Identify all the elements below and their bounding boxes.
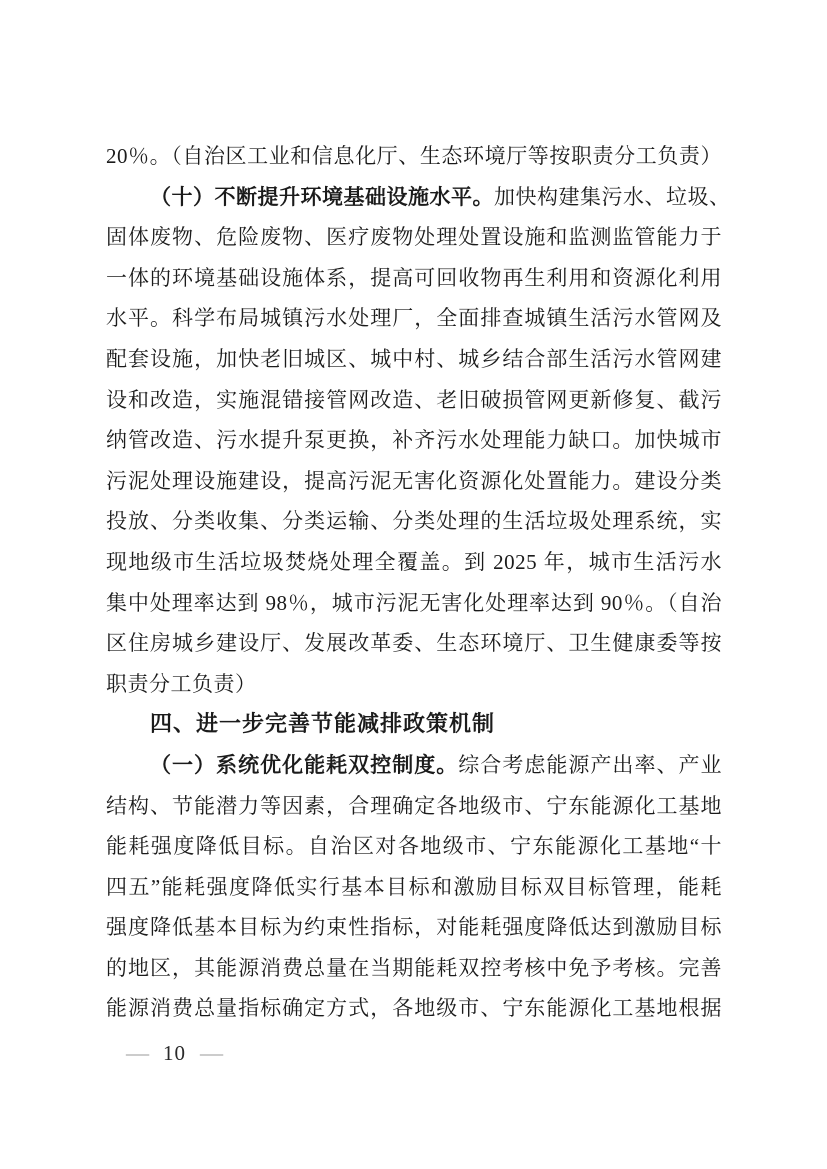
section-heading xyxy=(106,704,722,745)
document-text-block xyxy=(106,136,731,1029)
text-line xyxy=(106,136,722,177)
text-segment: 水平。科学布局城镇污水处理厂，全面排查城镇生活污水管网及 xyxy=(106,306,722,331)
text-line xyxy=(106,501,722,542)
text-line xyxy=(106,867,722,908)
text-segment: 能源消费总量指标确定方式，各地级市、宁东能源化工基地根据 xyxy=(106,996,722,1021)
text-segment: 纳管改造、污水提升泵更换，补齐污水处理能力缺口。加快城市 xyxy=(106,428,722,453)
text-segment: 现地级市生活垃圾焚烧处理全覆盖。到 2025 年，城市生活污水 xyxy=(106,549,722,574)
text-line xyxy=(106,907,722,948)
text-line xyxy=(106,948,722,989)
text-segment: 结构、节能潜力等因素，合理确定各地级市、宁东能源化工基地 xyxy=(106,793,722,818)
text-line xyxy=(106,988,722,1029)
text-segment: 20％。（自治区工业和信息化厅、生态环境厅等按职责分工负责） xyxy=(106,144,722,168)
text-line xyxy=(106,177,731,218)
text-line xyxy=(106,745,722,786)
text-line xyxy=(106,786,722,827)
text-segment: （一）系统优化能耗双控制度。 xyxy=(150,752,459,777)
text-segment: 区住房城乡建设厅、发展改革委、生态环境厅、卫生健康委等按 xyxy=(106,631,722,656)
text-segment: 配套设施，加快老旧城区、城中村、城乡结合部生活污水管网建 xyxy=(106,346,722,371)
text-line xyxy=(106,542,722,583)
text-segment: 一体的环境基础设施体系，提高可回收物再生利用和资源化利用 xyxy=(106,265,722,290)
text-line xyxy=(106,583,722,624)
text-segment: 设和改造，实施混错接管网改造、老旧破损管网更新修复、截污 xyxy=(106,387,722,412)
text-segment: 集中处理率达到 98％，城市污泥无害化处理率达到 90％。（自治 xyxy=(106,590,722,615)
page-footer xyxy=(127,1038,222,1068)
text-line xyxy=(106,664,722,705)
text-line xyxy=(106,258,722,299)
text-segment: 污泥处理设施建设，提高污泥无害化资源化处置能力。建设分类 xyxy=(106,468,722,493)
text-segment: （十）不断提升环境基础设施水平。 xyxy=(150,184,494,209)
text-segment: 强度降低基本目标为约束性指标，对能耗强度降低达到激励目标 xyxy=(106,915,722,940)
footer-dash-left: — xyxy=(125,1040,150,1065)
text-segment: 固体废物、危险废物、医疗废物处理处置设施和监测监管能力于 xyxy=(106,225,722,250)
text-segment: 投放、分类收集、分类运输、分类处理的生活垃圾处理系统，实 xyxy=(106,509,722,534)
text-line xyxy=(106,339,722,380)
text-segment: 加快构建集污水、垃圾、 xyxy=(494,184,731,209)
text-line xyxy=(106,380,722,421)
page-number: 10 xyxy=(163,1040,186,1065)
text-segment: 四、进一步完善节能减排政策机制 xyxy=(150,711,496,737)
text-line xyxy=(106,217,722,258)
text-line xyxy=(106,623,722,664)
text-segment: 四五”能耗强度降低实行基本目标和激励目标双目标管理，能耗 xyxy=(106,874,722,899)
footer-dash-right: — xyxy=(199,1040,224,1065)
text-line xyxy=(106,420,722,461)
text-segment: 的地区，其能源消费总量在当期能耗双控考核中免予考核。完善 xyxy=(106,955,722,980)
text-line xyxy=(106,461,722,502)
text-segment: 职责分工负责） xyxy=(106,671,257,696)
text-line xyxy=(106,826,722,867)
text-line xyxy=(106,298,722,339)
text-segment: 综合考虑能源产出率、产业 xyxy=(458,752,723,777)
text-segment: 能耗强度降低目标。自治区对各地级市、宁东能源化工基地“十 xyxy=(106,834,722,859)
